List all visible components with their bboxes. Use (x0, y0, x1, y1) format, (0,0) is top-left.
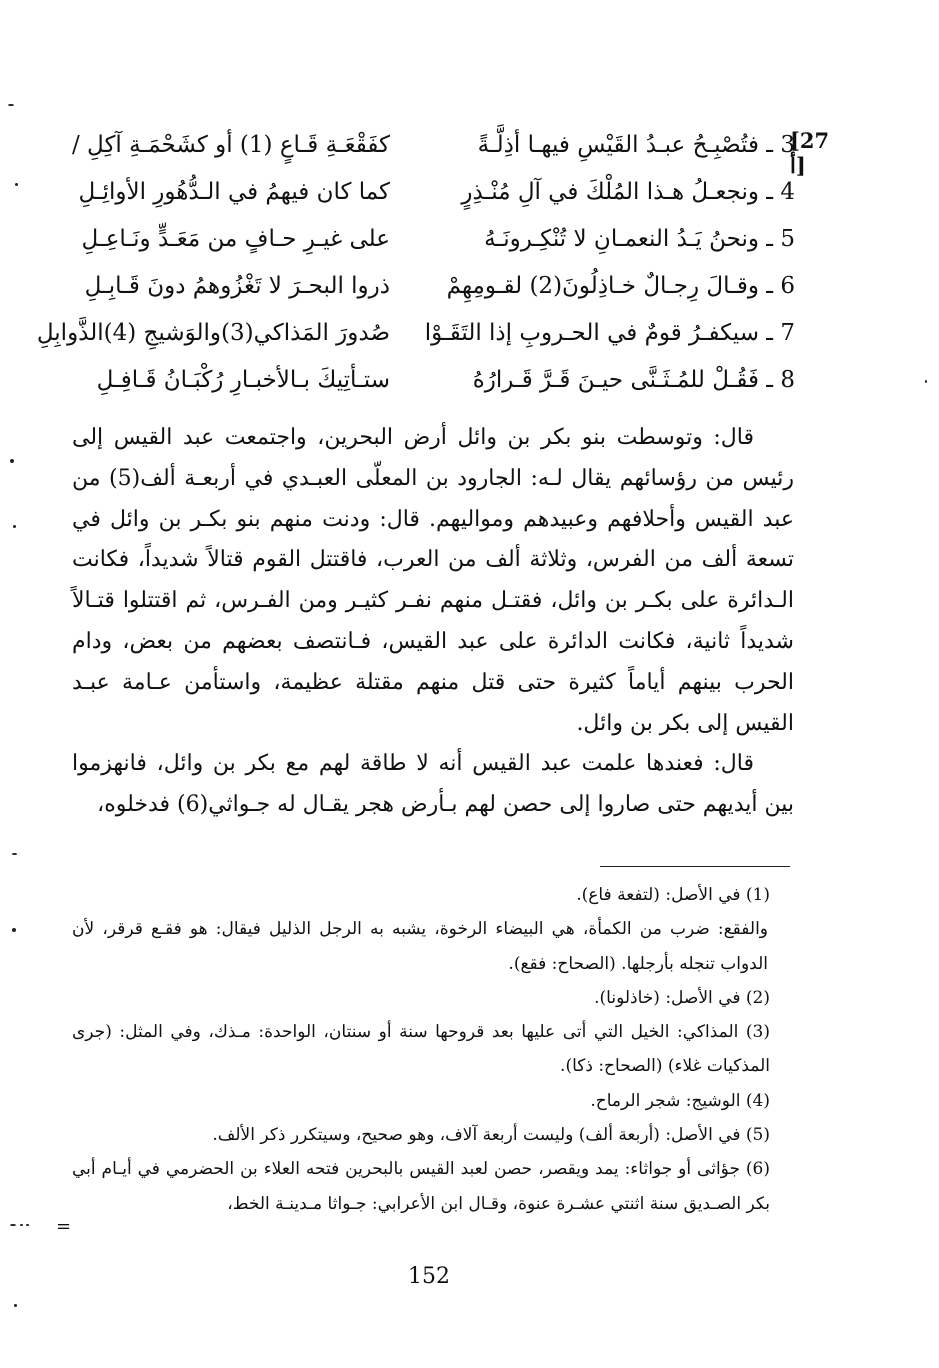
footnote: (3) المذاكي: الخيل التي أتى عليها بعد قروحها سنة أو سنتان، الواحدة: مـذك، وفي المثل: (جرى المذكيات غلاء) (الصحاح: ذكا). (72, 1022, 770, 1077)
verse-second-hemistich: ذروا البحـرَ لا تَغْزُوهمُ دونَ قَـابِـلِ (84, 273, 390, 299)
verse-second-hemistich: كفَقْعَـةِ قَـاعٍ (1) أو كشَحْمَـةِ آكِلِ / (72, 132, 390, 158)
verse-second-hemistich: كما كان فيهمُ في الـدُّهُورِ الأوائِـلِ (78, 179, 390, 205)
body-paragraph: قال: فعندها علمت عبد القيس أنه لا طاقة لهم مع بكر بن وائل، فانهزموا بين أيديهم حتى صاروا إلى حصن لهم بـأرض هجر يقـال له جـواثي(6) فدخلوه، (72, 751, 794, 818)
poem-verse (40, 263, 795, 310)
poem (36, 122, 795, 404)
footnotes (72, 878, 792, 1221)
poem-verse (36, 310, 795, 357)
verse-second-hemistich: على غيـرِ حـافٍ من مَعَـدٍّ ونَـاعِـلِ (81, 226, 390, 252)
footnote: (6) جؤاثى أو جواثاء: يمد ويقصر، حصن لعبد القيس بالبحرين فتحه العلاء بن الحضرمي في أيـام أبي بكر الصـديق سنة اثنتي عشـرة عنوة، وقـال ابن الأعرابي: جـواثا مـدينـة الخط، (72, 1159, 770, 1214)
verse-first-hemistich: 6 ـ وقـالَ رِجـالٌ خـاذِلُونَ(2) لقـومِهِمْ (446, 273, 795, 299)
body-paragraph: قال: وتوسطت بنو بكر بن وائل أرض البحرين، واجتمعت عبد القيس إلى رئيس من رؤسائهم يقال لـه: الجارود بن المعلّى العبـدي في أربعـة ألف(5) من عبد القيس وأحلافهم وعبيدهم ومواليهم. قال: ودنت منهم بنو بكـر بن وائل في تسعة ألف من الفرس، وثلاثة ألف من العرب، فاقتتل القوم قتالاً شديداً، فكانت الـدائرة على بكـر بن وائل، فقتـل منهم نفـر كثيـر ومن الفـرس، ثم اقتتلوا قتـالاً شديداً ثانية، فكانت الدائرة على عبد القيس، فـانتصف بعضهم من بعض، ودام الحرب بينهم أياماً كثيرة حتى قتل منهم مقتلة عظيمة، واستأمن عـامة عبـد القيس إلى بكر بن وائل. (72, 425, 794, 736)
scan-speck (26, 1224, 29, 1226)
scan-speck (14, 1304, 17, 1307)
verse-first-hemistich: 8 ـ فَقُـلْ للمُـثَـنَّى حيـنَ قَـرَّ قَـرارُهُ (472, 367, 795, 393)
manuscript-folio-marker: [27 أ] (790, 128, 830, 178)
footnote-continuation: والفقع: ضرب من الكمأة، هي البيضاء الرخوة، يشبه به الرجل الذليل فيقال: هو فقـع قرقر، لأن الدواب تنجله بأرجلها. (الصحاح: فقع). (72, 919, 768, 974)
footnote: (4) الوشيج: شجر الرماح. (590, 1090, 770, 1111)
scan-speck (10, 459, 14, 463)
scan-speck (925, 380, 927, 383)
poem-verse (40, 357, 795, 404)
scan-speck (15, 183, 18, 186)
continuation-mark: = (56, 1216, 72, 1237)
poem-verse (40, 169, 795, 216)
body-text (72, 418, 794, 826)
scan-speck (8, 104, 14, 106)
scan-speck (13, 525, 16, 528)
verse-second-hemistich: صُدورَ المَذاكي(3)والوَشيجِ (4)الذَّوابِلِ (36, 320, 390, 346)
poem-verse (40, 216, 795, 263)
verse-first-hemistich: 3 ـ فتُصْبِـحُ عبـدُ القَيْسِ فيهـا أذِلَّـةً (477, 132, 795, 158)
verse-first-hemistich: 7 ـ سيكفـرُ قومٌ في الحـروبِ إذا التَقَـوْا (424, 320, 795, 346)
scan-speck (10, 1224, 16, 1226)
verse-first-hemistich: 4 ـ ونجعـلُ هـذا المُلْكَ في آلِ مُنْـذِرٍ (461, 179, 795, 205)
footnote: (2) في الأصل: (خاذلونا). (594, 987, 770, 1008)
verse-first-hemistich: 5 ـ ونحنُ يَـدُ النعمـانِ لا تُنْكِـرونَـهُ (484, 226, 795, 252)
poem-verse (40, 122, 795, 169)
scan-speck (12, 928, 16, 932)
verse-second-hemistich: ستـأتِيكَ بـالأخبـارِ رُكْبَـانُ قَـافِـلِ (96, 367, 390, 393)
scan-speck (12, 853, 17, 855)
page-number: 152 (408, 1264, 450, 1289)
scan-speck (20, 1224, 23, 1226)
footnote: (1) في الأصل: (لتفعة فاع). (576, 885, 770, 905)
footnote-separator (600, 866, 790, 867)
footnote: (5) في الأصل: (أربعة ألف) وليست أربعة آلاف، وهو صحيح، وسيتكرر ذكر الألف. (212, 1125, 770, 1146)
